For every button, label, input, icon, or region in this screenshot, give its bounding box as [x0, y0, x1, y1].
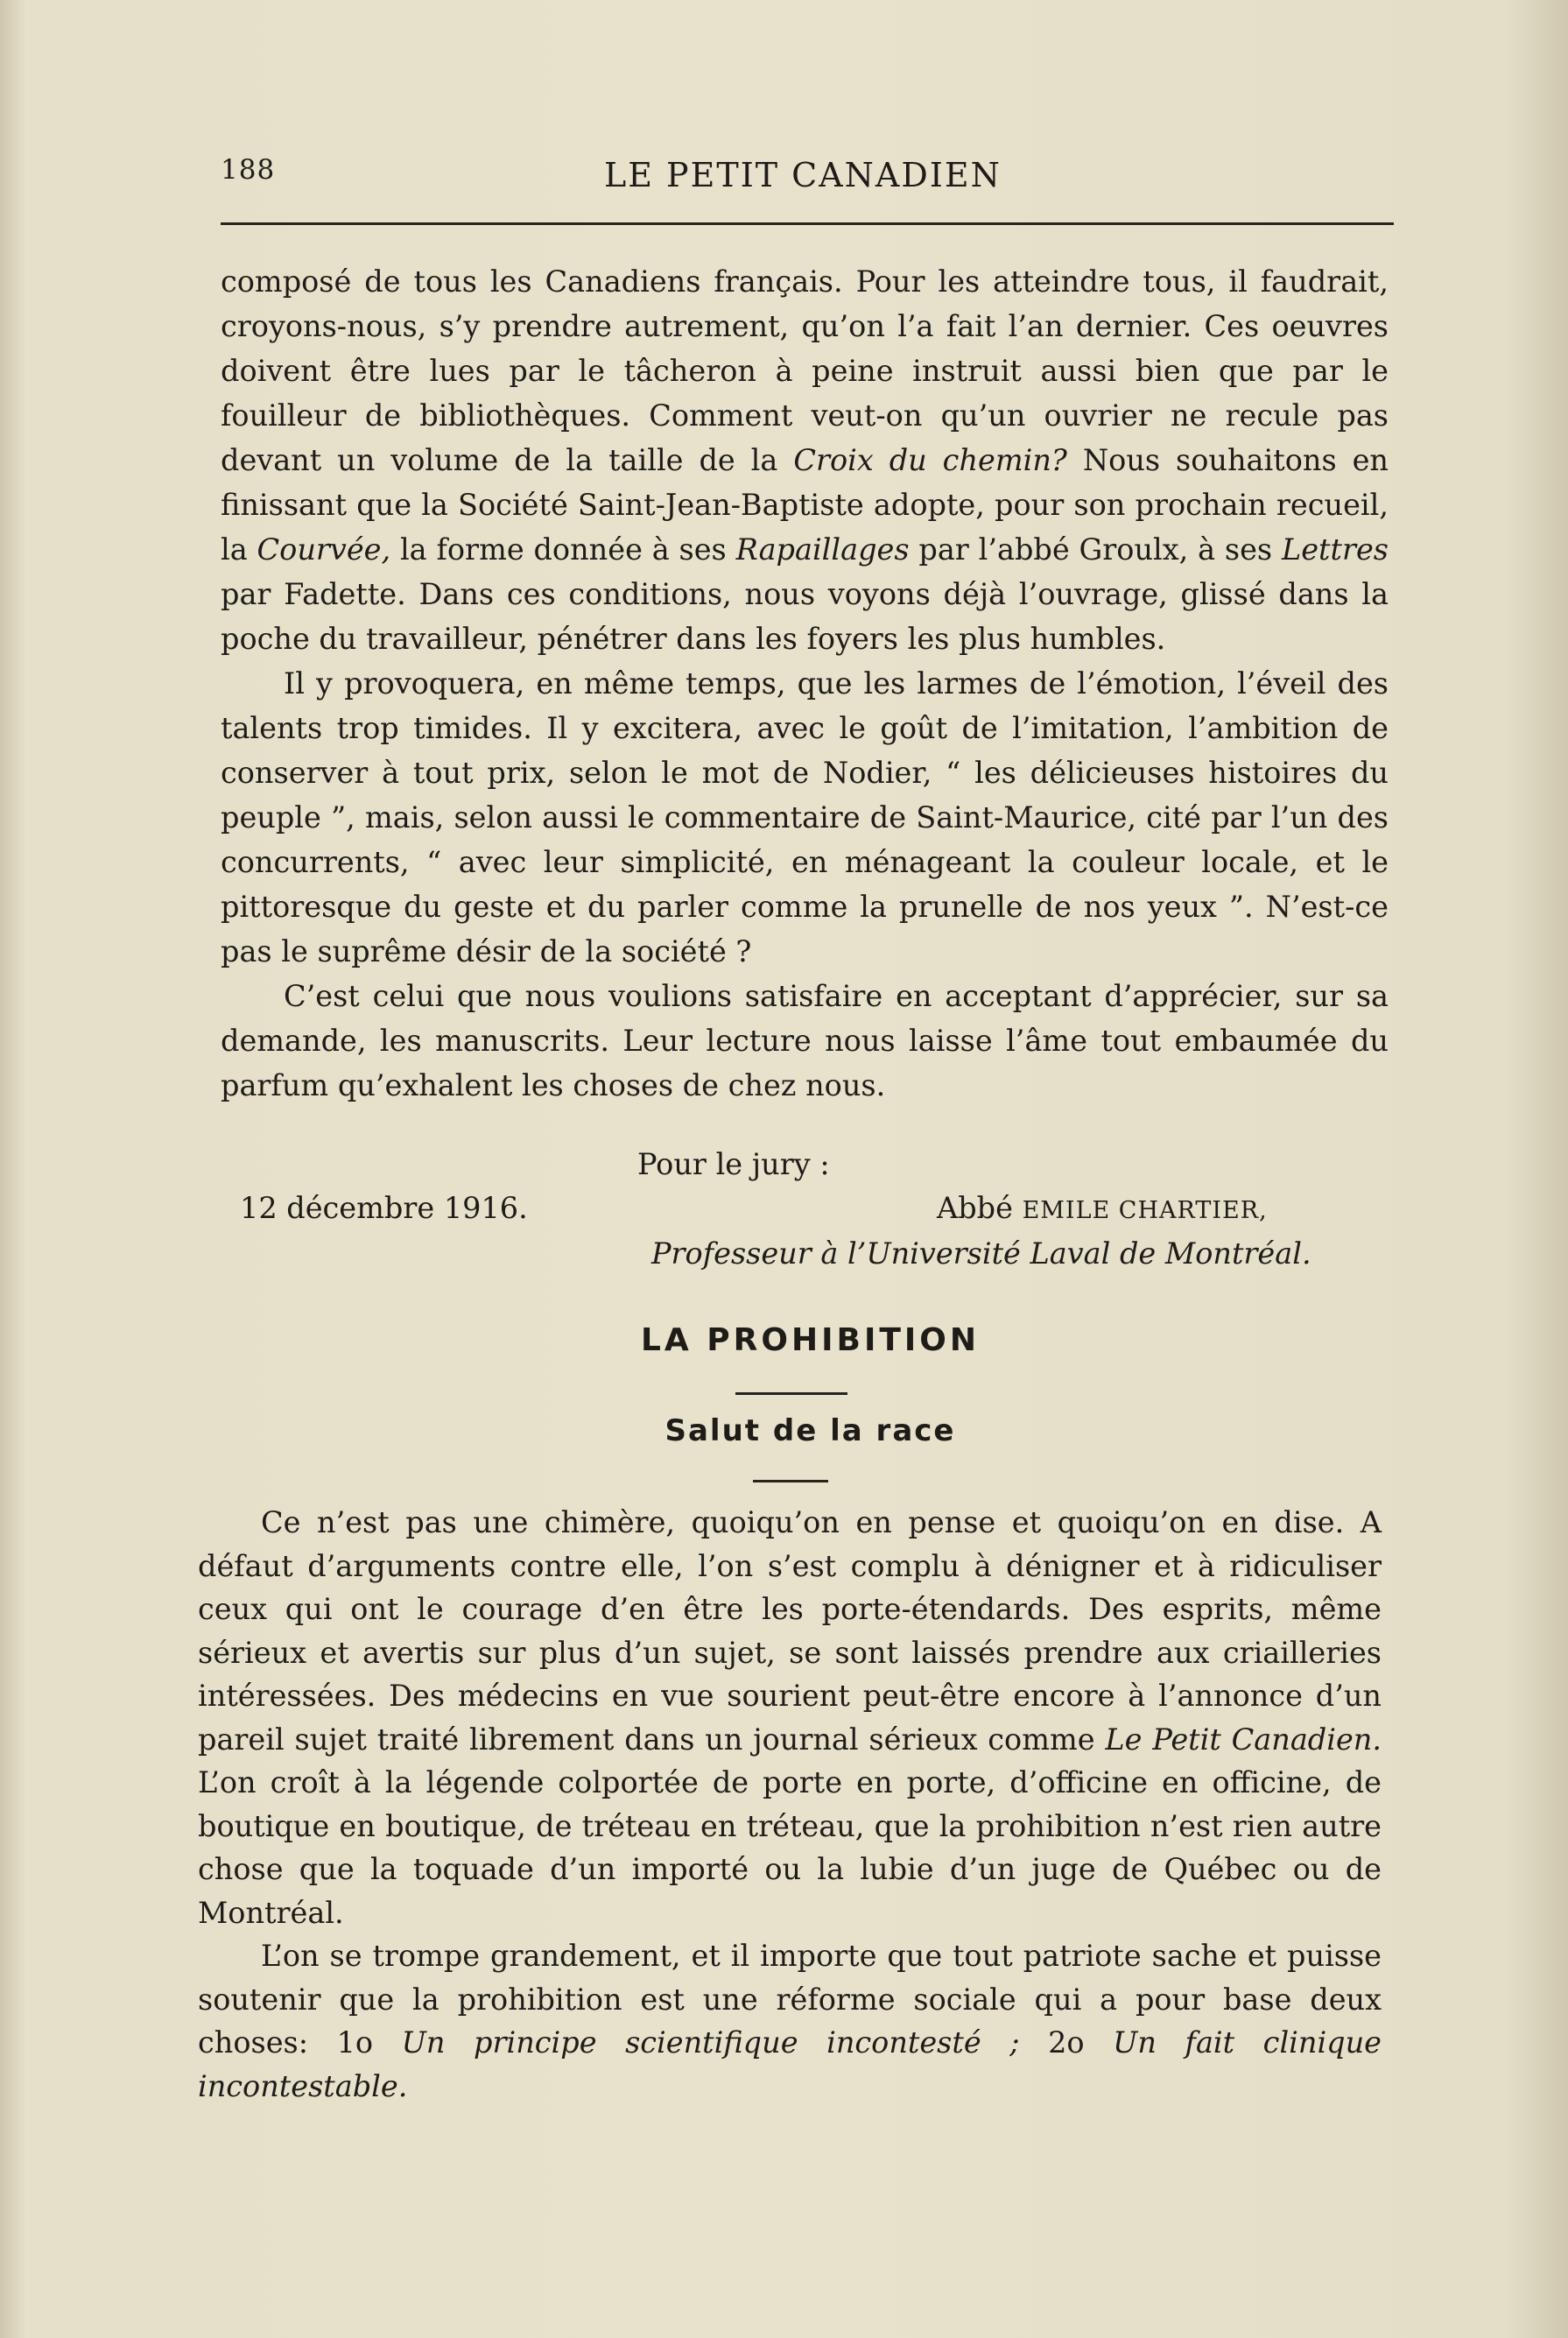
text-run: L’on croît à la légende colportée de porte en porte, d’officine en officine, de boutique en boutique, de tréteau en tréteau, que la prohibition n’est rien autre chose que la toquade d’un importé ou la lubie d’un juge de Québec ou de Montréal. — [198, 1765, 1382, 1930]
text-run: par Fadette. Dans ces conditions, nous voyons déjà l’ouvrage, glissé dans la poche du travailleur, pénétrer dans les foyers les plus humbles. — [221, 577, 1389, 656]
italic-text: Un principe scientifique incontesté ; — [401, 2025, 1020, 2060]
section-title: LA PROHIBITION — [640, 1322, 981, 1358]
italic-text: Rapaillages — [735, 532, 910, 567]
jury-line: Pour le jury : — [637, 1147, 830, 1181]
paragraph — [221, 974, 1389, 1108]
paragraph — [198, 1934, 1382, 2108]
paragraph — [198, 1501, 1382, 1934]
text-run: composé de tous les Canadiens français. Pour les atteindre tous, il faudrait, croyons-nous, s’y prendre autrement, qu’on l’a fait l’an dernier. Ces oeuvres doivent être lues par le tâcheron à peine instruit aussi bien que par le fouilleur de bibliothèques. Comment veut-on qu’un ouvrier ne recule pas devant un volume de la taille de la — [221, 264, 1389, 477]
running-title: LE PETIT CANADIEN — [604, 156, 1002, 194]
signature-date: 12 décembre 1916. — [240, 1191, 528, 1225]
italic-text: Courvée, — [257, 532, 391, 567]
section-subtitle: Salut de la race — [664, 1413, 956, 1448]
page-number: 188 — [221, 154, 276, 186]
page-header — [221, 154, 1394, 207]
italic-text: Lettres — [1281, 532, 1389, 567]
text-run: C’est celui que nous voulions satisfaire en acceptant d’apprécier, sur sa demande, les manuscrits. Leur lecture nous laisse l’âme tout embaumée du parfum qu’exhalent les choses de chez nous. — [221, 979, 1389, 1102]
text-run: Il y provoquera, en même temps, que les larmes de l’émotion, l’éveil des talents trop timides. Il y excitera, avec le goût de l’imitation, l’ambition de conserver à tout prix, selon le mot de Nodier, “ les délicieuses histoires du peuple ”, mais, selon aussi le commentaire de Saint-Maurice, cité par l’un des concurrents, “ avec leur simplicité, en ménageant la couleur locale, et le pittoresque du geste et du parler comme la prunelle de nos yeux ”. N’est-ce pas le suprême désir de la société ? — [221, 666, 1389, 968]
author-name: EMILE CHARTIER, — [1022, 1197, 1268, 1224]
author-prefix: Abbé — [937, 1191, 1023, 1225]
article1-body — [221, 259, 1389, 1108]
title-rule — [735, 1392, 847, 1395]
header-rule — [221, 222, 1394, 225]
paragraph — [221, 661, 1389, 974]
paragraph — [221, 259, 1389, 661]
italic-text: Croix du chemin? — [793, 443, 1067, 477]
text-run: L’on se trompe grandement, et il importe que tout patriote sache et puisse soutenir que la prohibition est une réforme sociale qui a pour base deux choses: 1o — [198, 1939, 1382, 2060]
article2-body — [198, 1501, 1382, 2108]
italic-text: Le Petit Canadien. — [1105, 1722, 1382, 1757]
subtitle-rule — [753, 1480, 828, 1482]
text-run: la forme donnée à ses — [390, 532, 736, 567]
signature-author — [937, 1191, 1268, 1225]
signature-affiliation: Professeur à l’Université Laval de Montréal. — [651, 1236, 1311, 1271]
italic-text: Un fait clinique incontestable. — [198, 2025, 1382, 2103]
text-run: par l’abbé Groulx, à ses — [909, 532, 1282, 567]
text-run: Ce n’est pas une chimère, quoiqu’on en pense et quoiqu’on en dise. A défaut d’arguments contre elle, l’on s’est complu à dénigner et à ridiculiser ceux qui ont le courage d’en être les porte-étendards. Des esprits, même sérieux et avertis sur plus d’un sujet, se sont laissés prendre aux criailleries intéressées. Des médecins en vue sourient peut-être encore à l’annonce d’un pareil sujet traité librement dans un journal sérieux comme — [198, 1505, 1382, 1757]
text-run: 2o — [1019, 2025, 1114, 2060]
text-run: Nous souhaitons en finissant que la Société Saint-Jean-Baptiste adopte, pour son prochain recueil, la — [221, 443, 1389, 567]
